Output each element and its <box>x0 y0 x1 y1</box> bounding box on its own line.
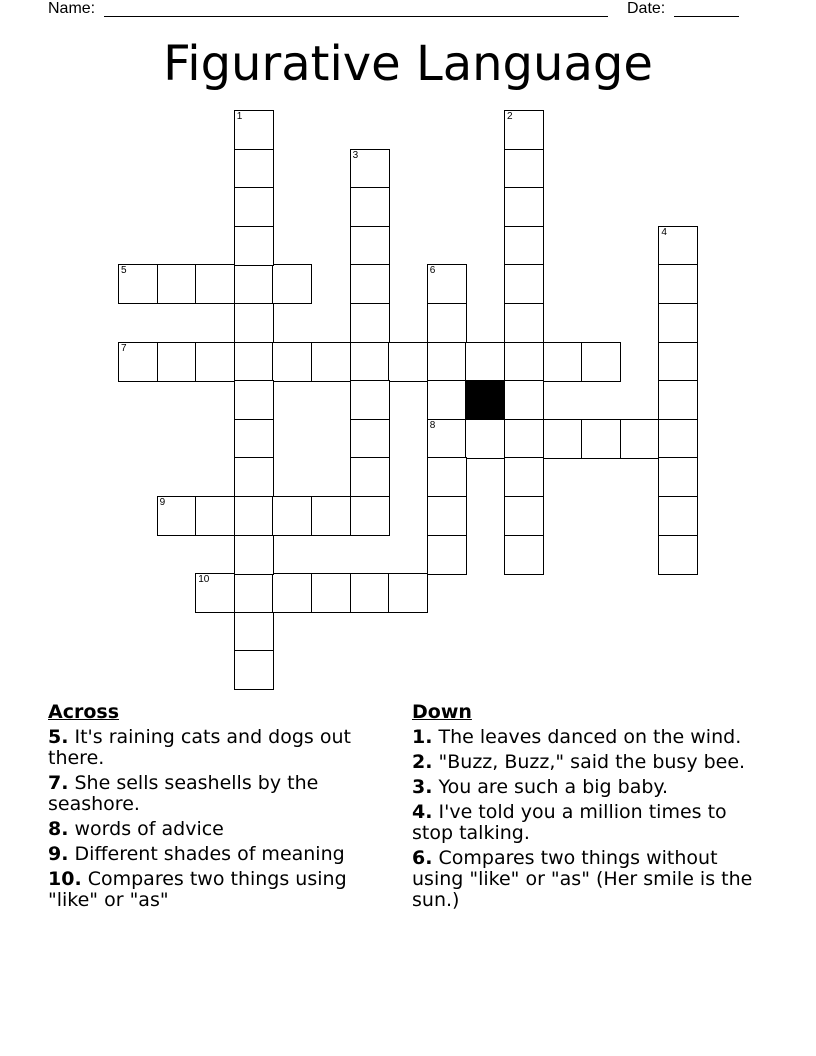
across-clue <box>48 727 368 769</box>
clue-number: 8. <box>48 818 69 840</box>
cell-number: 1 <box>236 111 243 122</box>
across-clue <box>48 819 368 840</box>
crossword-cell[interactable] <box>350 457 390 497</box>
crossword-cell[interactable] <box>234 187 274 227</box>
clue-number: 3. <box>412 776 433 798</box>
crossword-cell[interactable] <box>504 303 544 343</box>
down-clue <box>412 727 768 748</box>
crossword-cell[interactable] <box>311 342 351 382</box>
crossword-cell[interactable] <box>504 110 544 150</box>
crossword-cell[interactable] <box>272 342 312 382</box>
cell-number: 8 <box>429 419 436 431</box>
crossword-cell[interactable] <box>234 303 274 343</box>
clue-number: 4. <box>412 801 433 823</box>
crossword-cell[interactable] <box>234 496 274 536</box>
cell-number: 4 <box>661 226 667 238</box>
crossword-cell[interactable] <box>350 342 390 382</box>
crossword-cell[interactable] <box>234 650 274 690</box>
across-clue <box>48 844 368 865</box>
crossword-cell[interactable] <box>658 226 698 266</box>
name-field[interactable] <box>104 16 608 17</box>
crossword-cell[interactable] <box>272 264 312 304</box>
crossword-cell[interactable] <box>195 264 235 304</box>
clue-text: She sells seashells by the seashore. <box>48 772 319 815</box>
clue-text: words of advice <box>74 818 224 840</box>
cell-number: 3 <box>352 149 359 161</box>
crossword-cell[interactable] <box>195 496 235 536</box>
across-heading: Across <box>48 701 120 723</box>
crossword-cell[interactable] <box>234 612 274 652</box>
crossword-cell[interactable] <box>504 535 544 575</box>
cell-number: 5 <box>121 265 127 277</box>
crossword-cell[interactable] <box>465 342 505 382</box>
crossword-cell[interactable] <box>427 419 467 459</box>
clue-number: 9. <box>48 843 69 865</box>
crossword-cell[interactable] <box>234 419 274 459</box>
down-clue <box>412 848 768 911</box>
crossword-cell[interactable] <box>234 573 274 613</box>
date-field[interactable] <box>674 16 739 17</box>
cell-number: 6 <box>429 265 436 277</box>
crossword-cell[interactable] <box>157 496 197 536</box>
crossword-cell[interactable] <box>658 264 698 304</box>
crossword-cell[interactable] <box>504 457 544 497</box>
black-cell <box>465 380 505 420</box>
crossword-cell[interactable] <box>350 380 390 420</box>
crossword-cell[interactable] <box>234 457 274 497</box>
clue-text: Different shades of meaning <box>74 843 345 865</box>
crossword-cell[interactable] <box>350 573 390 613</box>
crossword-cell[interactable] <box>427 496 467 536</box>
crossword-cell[interactable] <box>234 226 274 266</box>
clue-text: It's raining cats and dogs out there. <box>48 726 351 769</box>
crossword-cell[interactable] <box>388 573 428 613</box>
crossword-cell[interactable] <box>504 380 544 420</box>
down-heading: Down <box>412 701 472 723</box>
clue-number: 5. <box>48 726 69 748</box>
crossword-cell[interactable] <box>118 342 158 382</box>
crossword-cell[interactable] <box>350 419 390 459</box>
crossword-cell[interactable] <box>427 380 467 420</box>
crossword-cell[interactable] <box>620 419 660 459</box>
down-clues <box>412 702 768 915</box>
crossword-cell[interactable] <box>658 457 698 497</box>
clue-text: The leaves danced on the wind. <box>438 726 742 748</box>
crossword-cell[interactable] <box>427 535 467 575</box>
crossword-cell[interactable] <box>350 226 390 266</box>
clue-number: 7. <box>48 772 69 794</box>
clue-number: 6. <box>412 847 433 869</box>
crossword-cell[interactable] <box>350 303 390 343</box>
clue-text: Compares two things using "like" or "as" <box>48 868 347 911</box>
crossword-cell[interactable] <box>658 496 698 536</box>
crossword-cell[interactable] <box>350 149 390 189</box>
crossword-cell[interactable] <box>658 535 698 575</box>
crossword-cell[interactable] <box>157 342 197 382</box>
crossword-cell[interactable] <box>234 380 274 420</box>
name-label: Name: <box>48 0 96 17</box>
cell-number: 2 <box>507 111 513 122</box>
header <box>0 0 816 20</box>
across-clue <box>48 773 368 815</box>
crossword-cell[interactable] <box>234 110 274 150</box>
crossword-cell[interactable] <box>350 496 390 536</box>
crossword-cell[interactable] <box>658 342 698 382</box>
crossword-cell[interactable] <box>195 342 235 382</box>
crossword-cell[interactable] <box>504 149 544 189</box>
crossword-cell[interactable] <box>504 264 544 304</box>
crossword-cell[interactable] <box>581 342 621 382</box>
crossword-cell[interactable] <box>543 419 583 459</box>
clue-number: 10. <box>48 868 82 890</box>
crossword-cell[interactable] <box>388 342 428 382</box>
down-clue <box>412 752 768 773</box>
crossword-cell[interactable] <box>234 149 274 189</box>
clue-text: I've told you a million times to stop talking. <box>412 801 727 844</box>
crossword-cell[interactable] <box>311 573 351 613</box>
crossword-cell[interactable] <box>658 303 698 343</box>
crossword-cell[interactable] <box>195 573 235 613</box>
crossword-cell[interactable] <box>272 573 312 613</box>
crossword-cell[interactable] <box>118 264 158 304</box>
crossword-cell[interactable] <box>350 187 390 227</box>
crossword-cell[interactable] <box>504 419 544 459</box>
crossword-cell[interactable] <box>504 342 544 382</box>
crossword-cell[interactable] <box>658 380 698 420</box>
down-clue <box>412 777 768 798</box>
crossword-cell[interactable] <box>157 264 197 304</box>
page-title: Figurative Language <box>163 36 653 92</box>
crossword-cell[interactable] <box>272 496 312 536</box>
crossword-cell[interactable] <box>427 264 467 304</box>
crossword-cell[interactable] <box>350 264 390 304</box>
clue-text: "Buzz, Buzz," said the busy bee. <box>438 751 746 773</box>
down-clue <box>412 802 768 844</box>
cell-number: 9 <box>159 497 166 508</box>
crossword-cell[interactable] <box>427 303 467 343</box>
crossword-cell[interactable] <box>427 457 467 497</box>
across-clue <box>48 869 368 911</box>
clue-number: 2. <box>412 751 433 773</box>
crossword-cell[interactable] <box>465 419 505 459</box>
crossword-cell[interactable] <box>543 342 583 382</box>
clue-text: You are such a big baby. <box>438 776 668 798</box>
crossword-cell[interactable] <box>234 342 274 382</box>
crossword-cell[interactable] <box>311 496 351 536</box>
crossword-cell[interactable] <box>234 264 274 304</box>
crossword-cell[interactable] <box>427 342 467 382</box>
crossword-cell[interactable] <box>581 419 621 459</box>
cell-number: 10 <box>198 574 210 586</box>
crossword-cell[interactable] <box>234 535 274 575</box>
cell-number: 7 <box>121 342 127 354</box>
date-label: Date: <box>627 0 666 17</box>
clue-number: 1. <box>412 726 433 748</box>
crossword-cell[interactable] <box>504 496 544 536</box>
crossword-cell[interactable] <box>658 419 698 459</box>
clue-text: Compares two things without using "like" or "as" (Her smile is the sun.) <box>412 847 753 911</box>
across-clues <box>48 702 368 915</box>
crossword-cell[interactable] <box>504 187 544 227</box>
crossword-cell[interactable] <box>504 226 544 266</box>
